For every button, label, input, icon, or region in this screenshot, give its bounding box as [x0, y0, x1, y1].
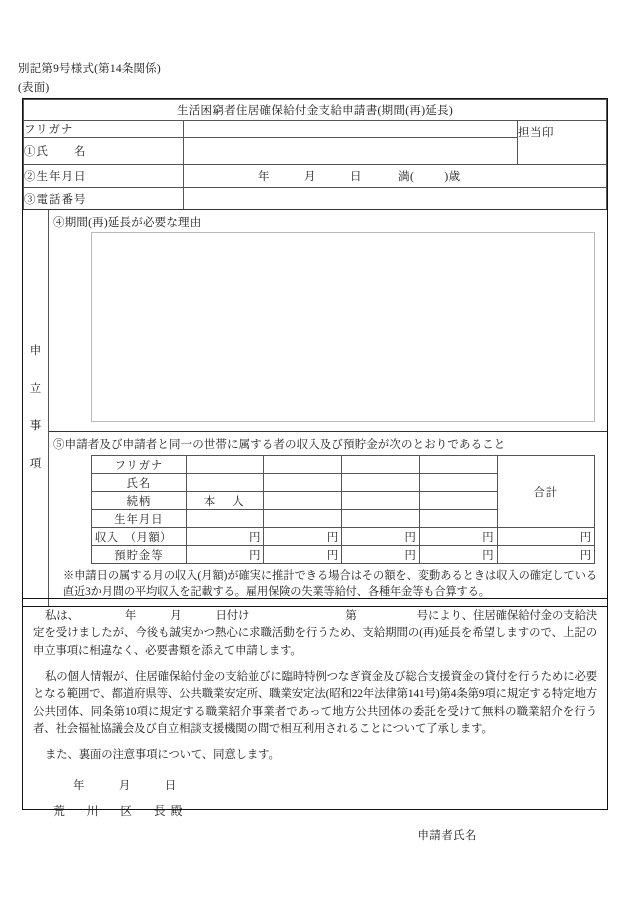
dob-row: [24, 165, 607, 188]
income-row-label-2: 続柄: [92, 492, 187, 510]
identity-table: [23, 99, 607, 209]
income-cell-monthly-1[interactable]: 円: [186, 528, 264, 546]
form-title-row: [24, 100, 607, 121]
vertical-label-char-3: 項: [29, 457, 42, 470]
income-cell-furigana-3[interactable]: [342, 456, 420, 474]
section-4-reason-textarea[interactable]: [91, 232, 595, 422]
dob-age-close-label: )歳: [444, 171, 461, 183]
income-cell-name-4[interactable]: [419, 474, 497, 492]
income-cell-dob-1[interactable]: [186, 510, 264, 528]
income-cell-monthly-total[interactable]: 円: [497, 528, 594, 546]
dob-day-label: 日: [350, 171, 362, 183]
decl-p1-dayof: 日付け: [215, 610, 250, 622]
stamp-label: 担当印: [518, 121, 607, 165]
decl-date-month: 月: [118, 779, 131, 792]
section-5-title: ⑤申請者及び申請者と同一の世帯に属する者の収入及び預貯金が次のとおりであること: [53, 439, 506, 451]
decl-p1-rest: 号により、住居確保給付金の支給決定を受けましたが、今後も誠実かつ熱心に求職活動を行うため、支給期間の(再)延長を希望しますので、上記の申立事項に相違なく、必要書類を添えて申請します。: [33, 610, 597, 657]
income-note: ※申請日の属する月の収入(月額)が確実に推計できる場合はその額を、変動あるときは収入の確定している直近3か月間の平均収入を記載する。雇用保険の失業等給付、各種年金等も合算する。: [63, 570, 597, 599]
income-cell-savings-3[interactable]: 円: [342, 546, 420, 564]
income-row-savings: [92, 546, 595, 564]
income-cell-furigana-2[interactable]: [264, 456, 342, 474]
income-table: [91, 455, 595, 564]
decl-date-year: 年: [73, 779, 85, 792]
declaration-paragraph-1: [23, 599, 607, 660]
income-row-label-4: 収入 （月額）: [92, 528, 187, 546]
form-side-label: (表面): [18, 82, 50, 94]
decl-p2-text: 私の個人情報が、住居確保給付金の支給並びに臨時特例つなぎ資金及び総合支援資金の貸付を行うために必要となる範囲で、都道府県等、公共職業安定所、職業安定法(昭和22年法律第141号)第4条第9項に規定する特定地方公共団体、同条第10項に規定する職業紹介事業者であって地方公共団体の委託を受けて無料の職業紹介を行う者、社会福祉協議会及び自立相談支援機関の間で相互利用されることについて了承します。: [33, 670, 597, 735]
income-cell-monthly-2[interactable]: 円: [264, 528, 342, 546]
income-cell-savings-total[interactable]: 円: [497, 546, 594, 564]
income-row-label-5: 預貯金等: [92, 546, 187, 564]
signee-label: 申請者氏名: [417, 829, 477, 842]
decl-p1-month: 月: [170, 610, 182, 622]
income-cell-monthly-4[interactable]: 円: [419, 528, 497, 546]
section-4: [49, 210, 607, 432]
addressee-honorific: 殿: [170, 803, 184, 818]
claims-vertical-label: [23, 210, 49, 606]
declaration-date-line[interactable]: [23, 765, 607, 793]
declaration-paragraph-2: [23, 660, 607, 738]
vertical-label-char-2: 事: [29, 420, 42, 433]
dob-month-label: 月: [304, 171, 316, 183]
declaration-addressee: [23, 793, 607, 819]
income-cell-name-2[interactable]: [264, 474, 342, 492]
income-row-label-0: フリガナ: [92, 456, 187, 474]
income-cell-relation-self: 本 人: [186, 492, 264, 510]
income-cell-name-3[interactable]: [342, 474, 420, 492]
main-form-box: [22, 98, 608, 607]
name-input[interactable]: [184, 138, 518, 165]
claims-section: [23, 209, 607, 606]
income-cell-dob-4[interactable]: [419, 510, 497, 528]
income-total-label: 合計: [497, 456, 594, 528]
income-cell-savings-2[interactable]: 円: [264, 546, 342, 564]
section-4-title: ④期間(再)延長が必要な理由: [53, 217, 202, 229]
income-cell-savings-4[interactable]: 円: [419, 546, 497, 564]
income-cell-relation-3[interactable]: [342, 492, 420, 510]
furigana-label: フリガナ: [24, 121, 184, 138]
furigana-input[interactable]: [184, 121, 518, 138]
dob-year-label: 年: [258, 171, 270, 183]
income-cell-monthly-3[interactable]: 円: [342, 528, 420, 546]
dob-input[interactable]: [184, 165, 607, 188]
income-cell-furigana-4[interactable]: [419, 456, 497, 474]
income-row-label-1: 氏名: [92, 474, 187, 492]
income-cell-dob-2[interactable]: [264, 510, 342, 528]
tel-input[interactable]: [184, 188, 607, 210]
tel-row: [24, 188, 607, 210]
dob-label: ②生年月日: [24, 165, 184, 188]
name-label: ①氏 名: [24, 138, 184, 165]
form-title: 生活困窮者住居確保給付金支給申請書(期間(再)延長): [24, 100, 607, 121]
decl-p1-intro: 私は、: [45, 610, 79, 622]
vertical-label-char-0: 申: [29, 345, 42, 358]
income-cell-savings-1[interactable]: 円: [186, 546, 264, 564]
income-table-wrap: [91, 455, 595, 564]
section-5: [49, 432, 607, 606]
decl-p1-dai: 第: [345, 610, 357, 622]
income-cell-relation-4[interactable]: [419, 492, 497, 510]
addressee-name: 荒 川 区 長: [53, 803, 171, 818]
income-row-monthly: [92, 528, 595, 546]
declaration-box: [22, 598, 608, 842]
vertical-label-char-1: 立: [29, 382, 42, 395]
furigana-row: [24, 121, 607, 138]
form-code-label: 別記第9号様式(第14条関係): [18, 63, 161, 75]
income-cell-name-1[interactable]: [186, 474, 264, 492]
decl-date-day: 日: [164, 779, 177, 792]
declaration-signee-line[interactable]: [23, 819, 607, 843]
income-row-furigana: [92, 456, 595, 474]
dob-age-open-label: 満(: [398, 171, 415, 183]
decl-p3-text: また、裏面の注意事項について、同意します。: [45, 749, 280, 762]
decl-p1-year: 年: [124, 610, 137, 622]
income-cell-relation-2[interactable]: [264, 492, 342, 510]
income-cell-dob-3[interactable]: [342, 510, 420, 528]
declaration-paragraph-3: [23, 738, 607, 764]
income-row-label-3: 生年月日: [92, 510, 187, 528]
income-cell-furigana-1[interactable]: [186, 456, 264, 474]
tel-label: ③電話番号: [24, 188, 184, 210]
claims-body: [49, 210, 607, 606]
